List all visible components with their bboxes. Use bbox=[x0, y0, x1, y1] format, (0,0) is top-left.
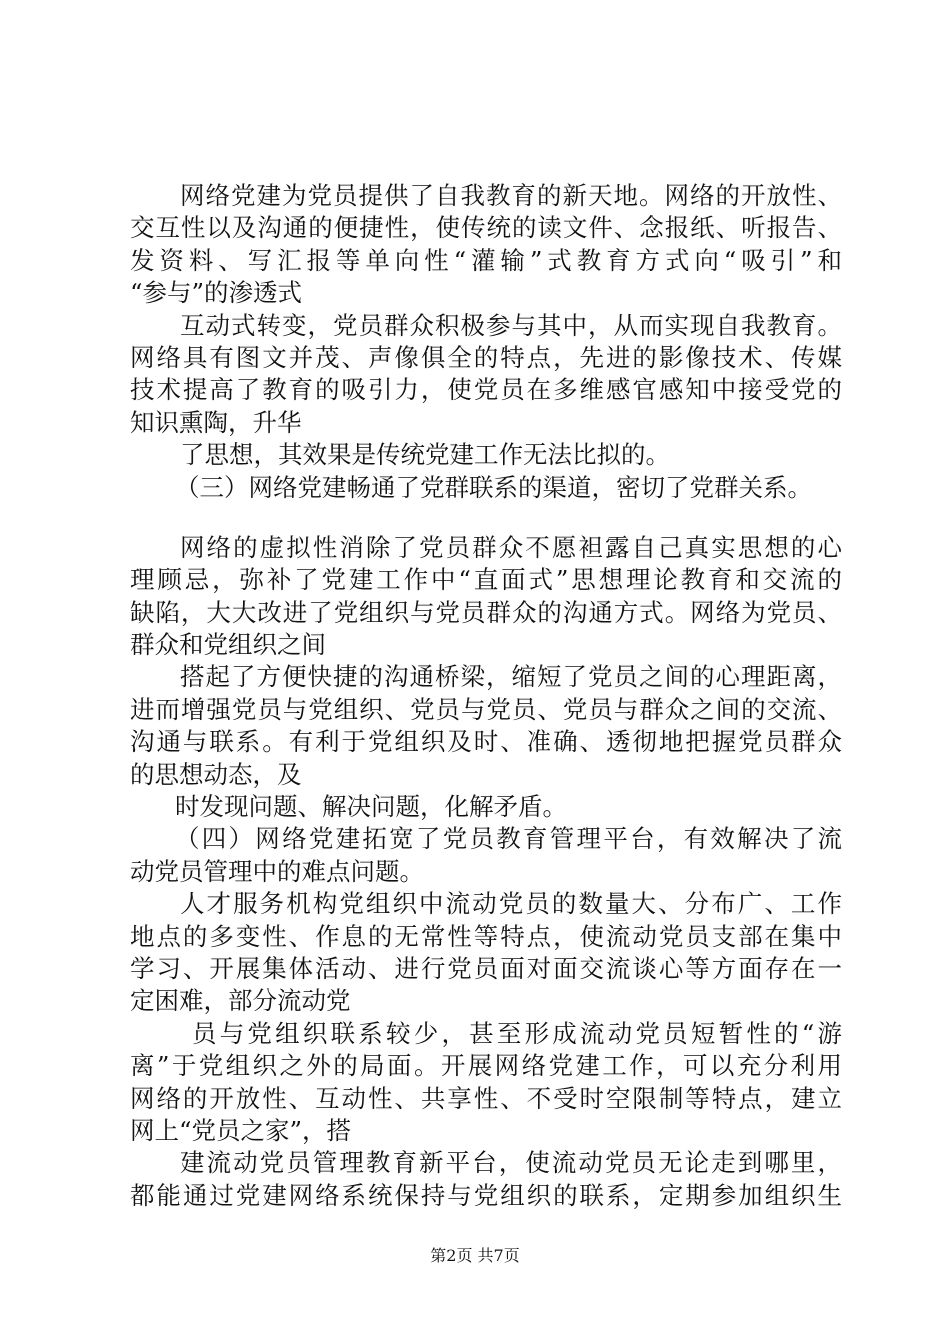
text-line: 缺陷，大大改进了党组织与党员群众的沟通方式。网络为党员、 bbox=[130, 597, 842, 627]
text-line: 时发现问题、解决问题，化解矛盾。 bbox=[175, 792, 567, 822]
paragraph bbox=[130, 439, 842, 471]
text-line: 建流动党员管理教育新平台，使流动党员无论走到哪里， bbox=[180, 1148, 842, 1178]
spacer bbox=[130, 504, 842, 532]
text-line: 发资料、写汇报等单向性“灌输”式教育方式向“吸引”和 bbox=[130, 245, 842, 275]
text-line: 人才服务机构党组织中流动党员的数量大、分布广、工作 bbox=[180, 889, 842, 919]
paragraph bbox=[130, 791, 842, 823]
section-heading bbox=[130, 472, 842, 504]
text-line: 技术提高了教育的吸引力，使党员在多维感官感知中接受党的 bbox=[130, 375, 842, 405]
text-line: 网络的虚拟性消除了党员群众不愿袒露自己真实思想的心 bbox=[180, 532, 842, 562]
paragraph bbox=[130, 1018, 842, 1148]
text-line: 网络具有图文并茂、声像俱全的特点，先进的影像技术、传媒 bbox=[130, 342, 842, 372]
text-line: 了思想，其效果是传统党建工作无法比拟的。 bbox=[180, 440, 670, 470]
text-line: 的思想动态，及 bbox=[130, 759, 302, 789]
text-line: 沟通与联系。有利于党组织及时、准确、透彻地把握党员群众 bbox=[130, 727, 842, 757]
text-line: （三）网络党建畅通了党群联系的渠道，密切了党群关系。 bbox=[175, 472, 812, 502]
page-footer bbox=[0, 1243, 950, 1266]
text-line: “参与”的渗透式 bbox=[130, 278, 303, 308]
text-line: 交互性以及沟通的便捷性，使传统的读文件、念报纸、听报告、 bbox=[130, 213, 842, 243]
text-line: 都能通过党建网络系统保持与党组织的联系，定期参加组织生 bbox=[130, 1180, 842, 1210]
text-line: 网络党建为党员提供了自我教育的新天地。网络的开放性、 bbox=[180, 181, 842, 210]
document-body bbox=[130, 180, 842, 1212]
page-number: 第2页 共7页 bbox=[430, 1246, 520, 1265]
text-line: 学习、开展集体活动、进行党员面对面交流谈心等方面存在一 bbox=[130, 953, 842, 983]
text-line: 搭起了方便快捷的沟通桥梁，缩短了党员之间的心理距离， bbox=[180, 662, 842, 692]
text-line: 离”于党组织之外的局面。开展网络党建工作，可以充分利用 bbox=[130, 1051, 842, 1081]
text-line: 知识熏陶，升华 bbox=[130, 407, 302, 437]
paragraph bbox=[130, 661, 842, 791]
paragraph bbox=[130, 310, 842, 440]
text-line: 互动式转变，党员群众积极参与其中，从而实现自我教育。 bbox=[180, 310, 842, 340]
text-line: 地点的多变性、作息的无常性等特点，使流动党员支部在集中 bbox=[130, 921, 842, 951]
text-line: 群众和党组织之间 bbox=[130, 630, 326, 660]
text-line: 进而增强党员与党组织、党员与党员、党员与群众之间的交流、 bbox=[130, 694, 842, 724]
text-line: 定困难，部分流动党 bbox=[130, 986, 351, 1016]
text-line: （四）网络党建拓宽了党员教育管理平台，有效解决了流 bbox=[175, 824, 842, 854]
text-line: 员与党组织联系较少，甚至形成流动党员短暂性的“游 bbox=[192, 1018, 842, 1048]
text-line: 动党员管理中的难点问题。 bbox=[130, 856, 424, 886]
paragraph bbox=[130, 532, 842, 662]
paragraph bbox=[130, 1147, 842, 1212]
section-heading bbox=[130, 823, 842, 888]
paragraph bbox=[130, 180, 842, 310]
text-line: 网上“党员之家”，搭 bbox=[130, 1115, 352, 1145]
text-line: 网络的开放性、互动性、共享性、不受时空限制等特点，建立 bbox=[130, 1083, 842, 1113]
paragraph bbox=[130, 888, 842, 1018]
text-line: 理顾忌，弥补了党建工作中“直面式”思想理论教育和交流的 bbox=[130, 565, 842, 595]
